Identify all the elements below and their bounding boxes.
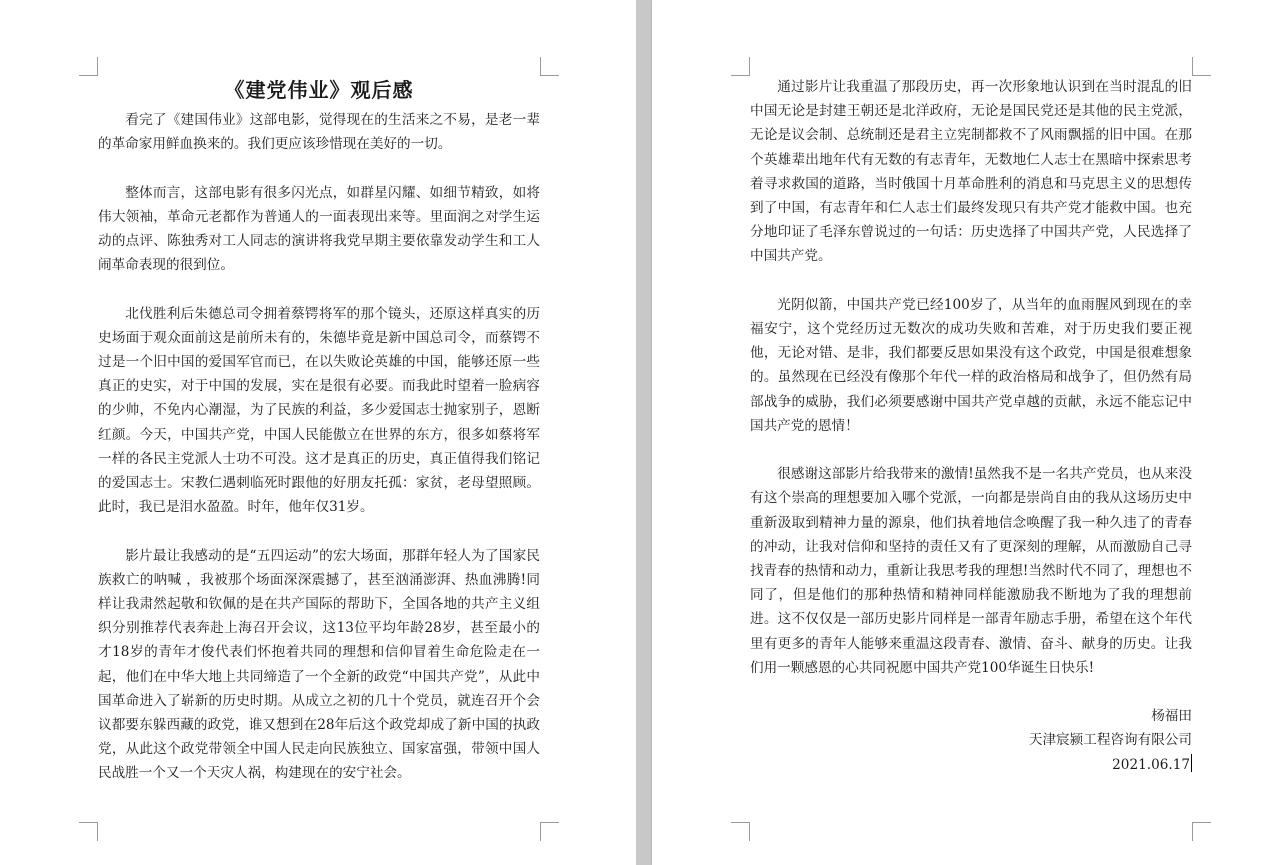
page-gap	[636, 0, 652, 865]
page-margin-corner-top-right	[1192, 57, 1211, 76]
page-margin-corner-bottom-right	[540, 822, 559, 841]
page-body[interactable]	[98, 73, 540, 786]
page-margin-corner-bottom-left	[79, 822, 98, 841]
page-margin-corner-top-left	[79, 57, 98, 76]
paragraph: 影片最让我感动的是“五四运动”的宏大场面，那群年轻人为了国家民族救亡的呐喊 ，我被那个场面深深震撼了，甚至汹涌澎湃、热血沸腾!同样让我肃然起敬和钦佩的是在共产国际的帮助下，全国各地的共产主义组织分别推荐代表奔赴上海召开会议，这13位平均年龄28岁，甚至最小的才18岁的青年才俊代表们怀抱着共同的理想和信仰冒着生命危险走在一起，他们在中华大地上共同缔造了一个全新的政党“中国共产党”，从此中国革命进入了崭新的历史时期。从成立之初的几十个党员，就连召开个会议都要东躲西藏的政党，谁又想到在28年后这个政党却成了新中国的执政党，从此这个政党带领全中国人民走向民族独立、国家富强，带领中国人民战胜一个又一个天灾人祸，构建现在的安宁社会。	[98, 547, 540, 782]
document-page-left[interactable]	[0, 0, 636, 865]
paragraph: 光阴似箭，中国共产党已经100岁了，从当年的血雨腥风到现在的幸福安宁，这个党经历过无数次的成功失败和苦难，对于历史我们要正视他，无论对错、是非，我们都要反思如果没有这个政党，中国是很难想象的。虽然现在已经没有像那个年代一样的政治格局和战争了，但仍然有局部战争的威胁，我们必须要感谢中国共产党卓越的贡献，永远不能忘记中国共产党的恩情！	[750, 296, 1192, 434]
document-page-right[interactable]	[652, 0, 1288, 865]
paragraph: 很感谢这部影片给我带来的激情!虽然我不是一名共产党员，也从来没有这个崇高的理想要加入哪个党派，一向都是崇尚自由的我从这场历史中重新汲取到精神力量的源泉，他们执着地信念唤醒了我一种久违了的青春的冲动，让我对信仰和坚持的责任又有了更深刻的理解，从而激励自己寻找青春的热情和动力，重新让我思考我的理想!当然时代不同了，理想也不同了，但是他们的那种热情和精神同样能激励我不断地为了我的理想前进。这不仅仅是一部历史影片同样是一部青年励志手册，希望在这个年代里有更多的青年人能够来重温这段青春、激情、奋斗、献身的历史。让我们用一颗感恩的心共同祝愿中国共产党100华诞生日快乐!	[750, 466, 1192, 676]
page-margin-corner-top-left	[731, 57, 750, 76]
paragraph: 看完了《建国伟业》这部电影，觉得现在的生活来之不易，是老一辈的革命家用鲜血换来的。我们更应该珍惜现在美好的一切。	[98, 112, 540, 153]
page-margin-corner-bottom-left	[731, 822, 750, 841]
page-margin-corner-top-right	[540, 57, 559, 76]
signature-block	[750, 704, 1192, 777]
paragraph: 整体而言，这部电影有很多闪光点，如群星闪耀、如细节精致，如将伟大领袖，革命元老都作为普通人的一面表现出来等。里面润之对学生运动的点评、陈独秀对工人同志的演讲将我党早期主要依靠发动学生和工人闹革命表现的很到位。	[98, 184, 540, 274]
text-cursor	[1191, 754, 1192, 772]
signature-date: 2021.06.17	[1112, 756, 1190, 773]
company-name: 天津宸颍工程咨询有限公司	[1028, 732, 1192, 749]
page-margin-corner-bottom-right	[1192, 822, 1211, 841]
date-line	[750, 753, 1192, 777]
page-body[interactable]	[750, 75, 1192, 777]
author-name: 杨福田	[1151, 708, 1192, 725]
paragraph: 通过影片让我重温了那段历史，再一次形象地认识到在当时混乱的旧中国无论是封建王朝还是北洋政府，无论是国民党还是其他的民主党派，无论是议会制、总统制还是君主立宪制都救不了风雨飘摇的旧中国。在那个英雄辈出地年代有无数的有志青年，无数地仁人志士在黑暗中探索思考着寻求救国的道路，当时俄国十月革命胜利的消息和马克思主义的思想传到了中国，有志青年和仁人志士们最终发现只有共产党才能救中国。也充分地印证了毛泽东曾说过的一句话：历史选择了中国共产党，人民选择了中国共产党。	[750, 79, 1192, 265]
paragraph: 北伐胜利后朱德总司令拥着蔡锷将军的那个镜头，还原这样真实的历史场面于观众面前这是前所未有的，朱德毕竟是新中国总司令，而蔡锷不过是一个旧中国的爱国军官而已，在以失败论英雄的中国，能够还原一些真正的史实，对于中国的发展，实在是很有必要。而我此时望着一脸病容的少帅，不免内心潮湿，为了民族的利益，多少爱国志士抛家别子，恩断红颜。今天，中国共产党，中国人民能傲立在世界的东方，很多如蔡将军一样的各民主党派人士功不可没。这才是真正的历史，真正值得我们铭记的爱国志士。宋教仁遇刺临死时跟他的好朋友托孤：家贫，老母望照顾。此时，我已是泪水盈盈。时年，他年仅31岁。	[98, 305, 540, 516]
document-title: 《建党伟业》观后感	[224, 78, 414, 102]
